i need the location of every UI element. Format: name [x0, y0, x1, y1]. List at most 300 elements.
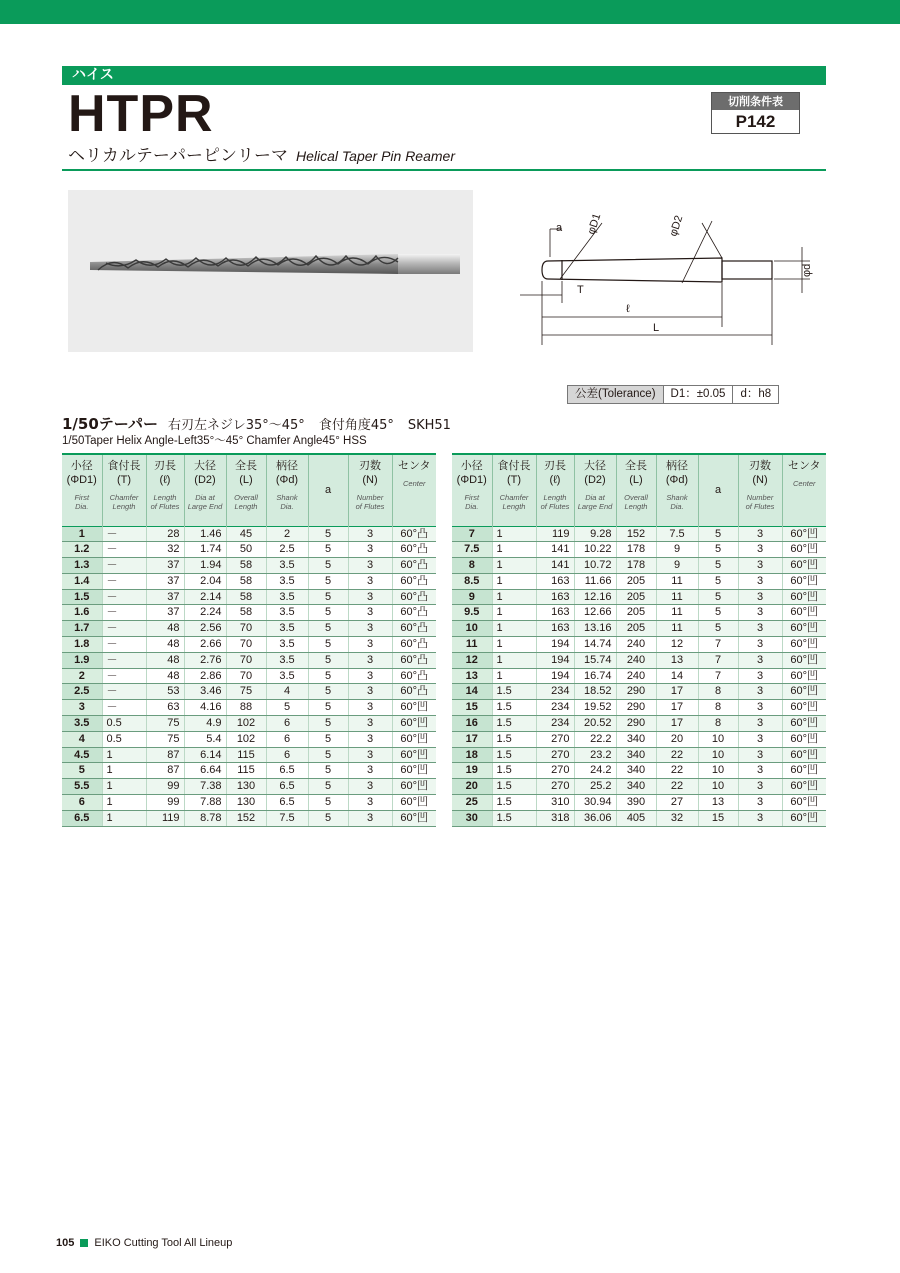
reamer-schematic [510, 195, 826, 355]
table-cell: 1.74 [184, 542, 226, 558]
table-cell: 3 [738, 605, 782, 621]
table-cell: － [102, 589, 146, 605]
table-cell: － [102, 605, 146, 621]
reamer-image [68, 190, 473, 352]
table-cell: 1 [102, 779, 146, 795]
table-cell: 14 [656, 668, 698, 684]
helix-angle-jp: 右刃左ネジレ35°～45° [168, 418, 305, 433]
table-cell: 7 [452, 526, 492, 542]
column-header-jp-line2: (L) [239, 474, 253, 486]
table-cell: 240 [616, 668, 656, 684]
table-cell: 63 [146, 700, 184, 716]
table-cell: － [102, 558, 146, 574]
table-row [452, 558, 826, 574]
table-cell: 3.5 [266, 573, 308, 589]
column-header-jp [103, 455, 146, 487]
table-cell: 3 [348, 668, 392, 684]
footer-square-icon [80, 1239, 88, 1247]
subtitle-en: Helical Taper Pin Reamer [295, 148, 455, 164]
table-cell: 3 [738, 795, 782, 811]
column-header [616, 454, 656, 526]
column-header-jp-line1: 全長 [625, 460, 647, 472]
table-cell: 8 [452, 558, 492, 574]
table-cell: 2 [62, 668, 102, 684]
table-cell: 5 [308, 684, 348, 700]
dim-label-t: T [577, 284, 584, 296]
table-cell: － [102, 637, 146, 653]
table-cell: 60°凹 [782, 810, 826, 826]
column-header-jp-line1: 刃長 [544, 460, 566, 472]
cutting-conditions-page: P142 [735, 112, 776, 131]
table-row [452, 652, 826, 668]
column-header-jp-line2: (Φd) [665, 474, 689, 486]
table-cell: 15.74 [574, 652, 616, 668]
column-header [184, 454, 226, 526]
table-cell: 5 [308, 526, 348, 542]
table-cell: 141 [536, 542, 574, 558]
column-header-en [783, 473, 827, 488]
tolerance-d: d：h8 [732, 386, 778, 403]
table-cell: 13 [656, 652, 698, 668]
table-cell: 22.2 [574, 731, 616, 747]
table-cell: 60°凹 [782, 684, 826, 700]
column-header-en-line2: of Flutes [745, 502, 775, 511]
table-cell: 12.16 [574, 589, 616, 605]
table-cell: 1.5 [492, 731, 536, 747]
table-cell: － [102, 700, 146, 716]
column-header-en-line1: First [74, 493, 90, 502]
table-cell: 10 [698, 779, 738, 795]
table-cell: 3 [348, 700, 392, 716]
table-cell: 12.66 [574, 605, 616, 621]
table-cell: 5 [698, 542, 738, 558]
table-cell: 405 [616, 810, 656, 826]
table-cell: 1.46 [184, 526, 226, 542]
table-cell: 130 [226, 779, 266, 795]
table-cell: 270 [536, 747, 574, 763]
table-cell: 60°凹 [782, 589, 826, 605]
table-row [452, 526, 826, 542]
table-cell: 60°凹 [782, 526, 826, 542]
column-header-en-line2: Dia. [75, 502, 89, 511]
table-cell: 2.76 [184, 652, 226, 668]
table-cell: 8.78 [184, 810, 226, 826]
table-cell: 205 [616, 605, 656, 621]
table-cell: 30.94 [574, 795, 616, 811]
table-cell: 3 [348, 589, 392, 605]
table-cell: 8.5 [452, 573, 492, 589]
table-cell: 53 [146, 684, 184, 700]
category-label: ハイス [72, 67, 114, 83]
column-header-en [349, 487, 392, 511]
table-cell: 15 [452, 700, 492, 716]
column-header [102, 454, 146, 526]
table-row [452, 668, 826, 684]
table-cell: 5 [308, 652, 348, 668]
column-header-jp [783, 455, 827, 473]
column-header-en-line2: Dia. [280, 502, 294, 511]
table-cell: 87 [146, 763, 184, 779]
table-cell: 75 [146, 716, 184, 732]
table-cell: 1.5 [492, 763, 536, 779]
table-cell: 5 [308, 731, 348, 747]
table-cell: 270 [536, 763, 574, 779]
table-cell: 1.4 [62, 573, 102, 589]
column-header-jp-line2: (T) [506, 474, 522, 486]
table-cell: 60°凹 [392, 747, 436, 763]
table-cell: 318 [536, 810, 574, 826]
table-cell: 1.5 [492, 779, 536, 795]
table-cell: 5.5 [62, 779, 102, 795]
table-cell: 11 [656, 573, 698, 589]
footer-text: EIKO Cutting Tool All Lineup [94, 1237, 233, 1249]
table-cell: 23.2 [574, 747, 616, 763]
table-row [62, 573, 436, 589]
table-row [452, 621, 826, 637]
table-cell: 11 [656, 621, 698, 637]
dim-label-l: ℓ [626, 303, 630, 315]
column-header-jp [657, 455, 698, 487]
table-cell: 0.5 [102, 716, 146, 732]
table-cell: 9 [656, 542, 698, 558]
table-cell: 115 [226, 763, 266, 779]
table-cell: 87 [146, 747, 184, 763]
table-cell: 340 [616, 731, 656, 747]
subtitle-jp: ヘリカルテーパーピンリーマ [68, 146, 288, 166]
table-cell: 48 [146, 621, 184, 637]
table-cell: 2.86 [184, 668, 226, 684]
table-cell: 9 [656, 558, 698, 574]
column-header-jp-line1: 全長 [235, 460, 257, 472]
table-cell: 3.5 [266, 637, 308, 653]
table-cell: 3 [738, 526, 782, 542]
table-cell: 60°凸 [392, 589, 436, 605]
table-cell: 58 [226, 558, 266, 574]
table-row [62, 763, 436, 779]
table-cell: 60°凹 [782, 731, 826, 747]
column-header-en [62, 487, 102, 511]
table-row [62, 652, 436, 668]
table-row [452, 573, 826, 589]
table-cell: 3 [348, 652, 392, 668]
column-header [452, 454, 492, 526]
table-row [452, 589, 826, 605]
column-header-jp-line1: 食付長 [107, 460, 141, 472]
table-cell: 1.6 [62, 605, 102, 621]
table-cell: 3 [738, 716, 782, 732]
table-cell: 3 [738, 684, 782, 700]
table-cell: 60°凹 [782, 716, 826, 732]
product-subtitle [68, 144, 455, 168]
table-cell: 60°凸 [392, 637, 436, 653]
table-cell: 5 [308, 573, 348, 589]
table-cell: 6 [266, 747, 308, 763]
column-header-jp-line1: 大径 [584, 460, 606, 472]
column-header-jp [575, 455, 616, 487]
table-cell: 60°凹 [782, 573, 826, 589]
column-header-en-line1: Dia at [195, 493, 215, 502]
table-cell: 5 [698, 589, 738, 605]
table-cell: 3 [738, 652, 782, 668]
table-cell: 18 [452, 747, 492, 763]
table-cell: 37 [146, 605, 184, 621]
column-header-jp [452, 455, 492, 487]
table-row [62, 731, 436, 747]
table-cell: 36.06 [574, 810, 616, 826]
table-cell: 3.5 [62, 716, 102, 732]
column-header-en-line2: of Flutes [150, 502, 180, 511]
table-cell: 340 [616, 763, 656, 779]
column-header-jp [537, 455, 574, 487]
tolerance-label: 公差(Tolerance) [568, 386, 663, 403]
table-cell: 7.88 [184, 795, 226, 811]
column-header-jp-line1: 食付長 [497, 460, 531, 472]
table-cell: 1.94 [184, 558, 226, 574]
table-cell: 8 [698, 716, 738, 732]
column-header-en-line2: Dia. [670, 502, 684, 511]
table-cell: 99 [146, 779, 184, 795]
cutting-conditions-ref[interactable] [711, 92, 800, 134]
table-cell: 1 [492, 542, 536, 558]
table-cell: 3.5 [266, 605, 308, 621]
table-cell: 3 [738, 731, 782, 747]
table-cell: 3 [348, 526, 392, 542]
table-cell: 4 [266, 684, 308, 700]
column-header-jp-line2: (ℓ) [549, 474, 561, 486]
table-cell: 2 [266, 526, 308, 542]
column-header-en [452, 487, 492, 511]
table-cell: 9.28 [574, 526, 616, 542]
table-cell: 17 [656, 684, 698, 700]
table-cell: 60°凹 [782, 795, 826, 811]
table-cell: 5 [308, 795, 348, 811]
table-row [62, 747, 436, 763]
column-header-jp-line2: (L) [629, 474, 643, 486]
table-cell: 3 [348, 637, 392, 653]
column-header-jp-line2: (ℓ) [159, 474, 171, 486]
table-cell: 240 [616, 652, 656, 668]
table-cell: 5 [308, 747, 348, 763]
table-cell: 3 [738, 779, 782, 795]
table-cell: 5 [698, 573, 738, 589]
table-header-row [62, 454, 436, 526]
table-cell: 32 [656, 810, 698, 826]
product-photo [68, 190, 473, 352]
column-header-jp [147, 455, 184, 487]
table-row [452, 716, 826, 732]
table-cell: 5 [308, 558, 348, 574]
table-cell: 5 [308, 589, 348, 605]
table-cell: 340 [616, 747, 656, 763]
table-cell: 60°凹 [782, 605, 826, 621]
column-header-jp-line1: 大径 [194, 460, 216, 472]
table-row [452, 779, 826, 795]
table-cell: 1.8 [62, 637, 102, 653]
table-cell: 3.5 [266, 589, 308, 605]
column-header-jp [393, 455, 437, 473]
column-header-en-line1: Number [356, 493, 384, 502]
column-header-jp-line2: (D2) [194, 474, 216, 486]
table-cell: 5 [308, 763, 348, 779]
table-cell: 152 [226, 810, 266, 826]
column-header-en-line1: Length [153, 493, 177, 502]
column-header [574, 454, 616, 526]
table-cell: 2.14 [184, 589, 226, 605]
table-cell: 5 [698, 526, 738, 542]
table-cell: 3 [348, 621, 392, 637]
table-cell: 310 [536, 795, 574, 811]
table-cell: 3 [738, 558, 782, 574]
material-label: SKH51 [407, 418, 451, 433]
table-cell: 194 [536, 668, 574, 684]
table-cell: 2.24 [184, 605, 226, 621]
table-cell: 60°凹 [782, 637, 826, 653]
table-cell: 4.5 [62, 747, 102, 763]
table-cell: 5 [62, 763, 102, 779]
spec-table-left [62, 453, 436, 827]
table-cell: 119 [146, 810, 184, 826]
table-cell: 60°凹 [782, 747, 826, 763]
table-cell: 163 [536, 605, 574, 621]
column-header-en [393, 473, 437, 488]
table-row [62, 700, 436, 716]
column-header [266, 454, 308, 526]
table-cell: 3 [348, 747, 392, 763]
column-header-en [575, 487, 616, 511]
table-cell: 24.2 [574, 763, 616, 779]
table-cell: 2.66 [184, 637, 226, 653]
table-cell: 6.64 [184, 763, 226, 779]
column-header-jp [267, 455, 308, 487]
column-header-en-line1: Length [543, 493, 567, 502]
table-row [452, 795, 826, 811]
column-header-en-line1: Shank [276, 493, 298, 502]
table-cell: － [102, 573, 146, 589]
table-cell: 60°凹 [782, 542, 826, 558]
table-cell: 7 [698, 652, 738, 668]
column-header-en-line1: First [464, 493, 480, 502]
column-header [146, 454, 184, 526]
table-cell: 88 [226, 700, 266, 716]
table-cell: 60°凸 [392, 684, 436, 700]
table-cell: 8 [698, 700, 738, 716]
table-cell: 10 [698, 763, 738, 779]
table-cell: 152 [616, 526, 656, 542]
column-header-en-line1: Shank [666, 493, 688, 502]
table-cell: 60°凸 [392, 558, 436, 574]
table-cell: 1.5 [492, 810, 536, 826]
table-row [62, 542, 436, 558]
dimension-diagram [510, 195, 826, 355]
table-row [452, 763, 826, 779]
column-header-en [227, 487, 266, 511]
table-cell: 3.5 [266, 652, 308, 668]
table-cell: 163 [536, 621, 574, 637]
table-cell: 60°凸 [392, 652, 436, 668]
table-cell: 7.5 [452, 542, 492, 558]
column-header-jp-line1: 柄径 [666, 460, 688, 472]
table-cell: 60°凸 [392, 668, 436, 684]
table-row [452, 542, 826, 558]
table-cell: 1.5 [492, 700, 536, 716]
table-cell: 1 [62, 526, 102, 542]
table-cell: 70 [226, 668, 266, 684]
table-cell: 3 [62, 700, 102, 716]
column-header-jp-line2: (N) [752, 474, 768, 486]
table-cell: 119 [536, 526, 574, 542]
table-cell: － [102, 621, 146, 637]
table-cell: 6.14 [184, 747, 226, 763]
table-cell: 1 [492, 652, 536, 668]
column-header-jp-line2: (ΦD1) [456, 474, 487, 486]
column-header [738, 454, 782, 526]
column-header-en [493, 487, 536, 511]
table-cell: 1 [492, 558, 536, 574]
column-header-jp-line2: (Φd) [275, 474, 299, 486]
table-cell: 4.16 [184, 700, 226, 716]
table-cell: 17 [656, 716, 698, 732]
table-cell: 1 [102, 795, 146, 811]
table-cell: 58 [226, 573, 266, 589]
table-cell: 14.74 [574, 637, 616, 653]
table-row [62, 621, 436, 637]
table-cell: 5 [698, 558, 738, 574]
table-cell: 102 [226, 716, 266, 732]
table-cell: 17 [656, 700, 698, 716]
column-header-jp-line1: 刃長 [154, 460, 176, 472]
table-cell: 1 [492, 573, 536, 589]
table-cell: 16.74 [574, 668, 616, 684]
table-cell: 13 [698, 795, 738, 811]
column-header-en [267, 487, 308, 511]
table-cell: 5 [698, 605, 738, 621]
table-cell: 1.3 [62, 558, 102, 574]
dim-label-d2: φD2 [667, 214, 686, 238]
table-cell: 1.5 [62, 589, 102, 605]
table-cell: 11 [452, 637, 492, 653]
table-cell: 75 [146, 731, 184, 747]
table-cell: 60°凸 [392, 526, 436, 542]
table-cell: 194 [536, 637, 574, 653]
table-cell: 3 [738, 763, 782, 779]
table-cell: 19 [452, 763, 492, 779]
column-header-jp [617, 455, 656, 487]
table-cell: 7 [698, 668, 738, 684]
table-cell: 178 [616, 558, 656, 574]
table-cell: 60°凹 [392, 700, 436, 716]
table-cell: 25.2 [574, 779, 616, 795]
column-header-en [617, 487, 656, 511]
table-cell: 5.4 [184, 731, 226, 747]
table-cell: 290 [616, 716, 656, 732]
table-cell: 13 [452, 668, 492, 684]
column-header-label: a [714, 484, 722, 497]
table-cell: 6.5 [266, 779, 308, 795]
table-cell: 70 [226, 637, 266, 653]
table-cell: 5 [308, 779, 348, 795]
column-header [492, 454, 536, 526]
table-cell: 3 [348, 731, 392, 747]
table-cell: 1.5 [492, 684, 536, 700]
table-row [62, 716, 436, 732]
table-cell: 6 [266, 731, 308, 747]
table-cell: 205 [616, 573, 656, 589]
table-cell: 11.66 [574, 573, 616, 589]
column-header-en-line2: of Flutes [355, 502, 385, 511]
dim-label-L: L [653, 322, 660, 334]
table-cell: 70 [226, 621, 266, 637]
table-cell: 3 [348, 779, 392, 795]
